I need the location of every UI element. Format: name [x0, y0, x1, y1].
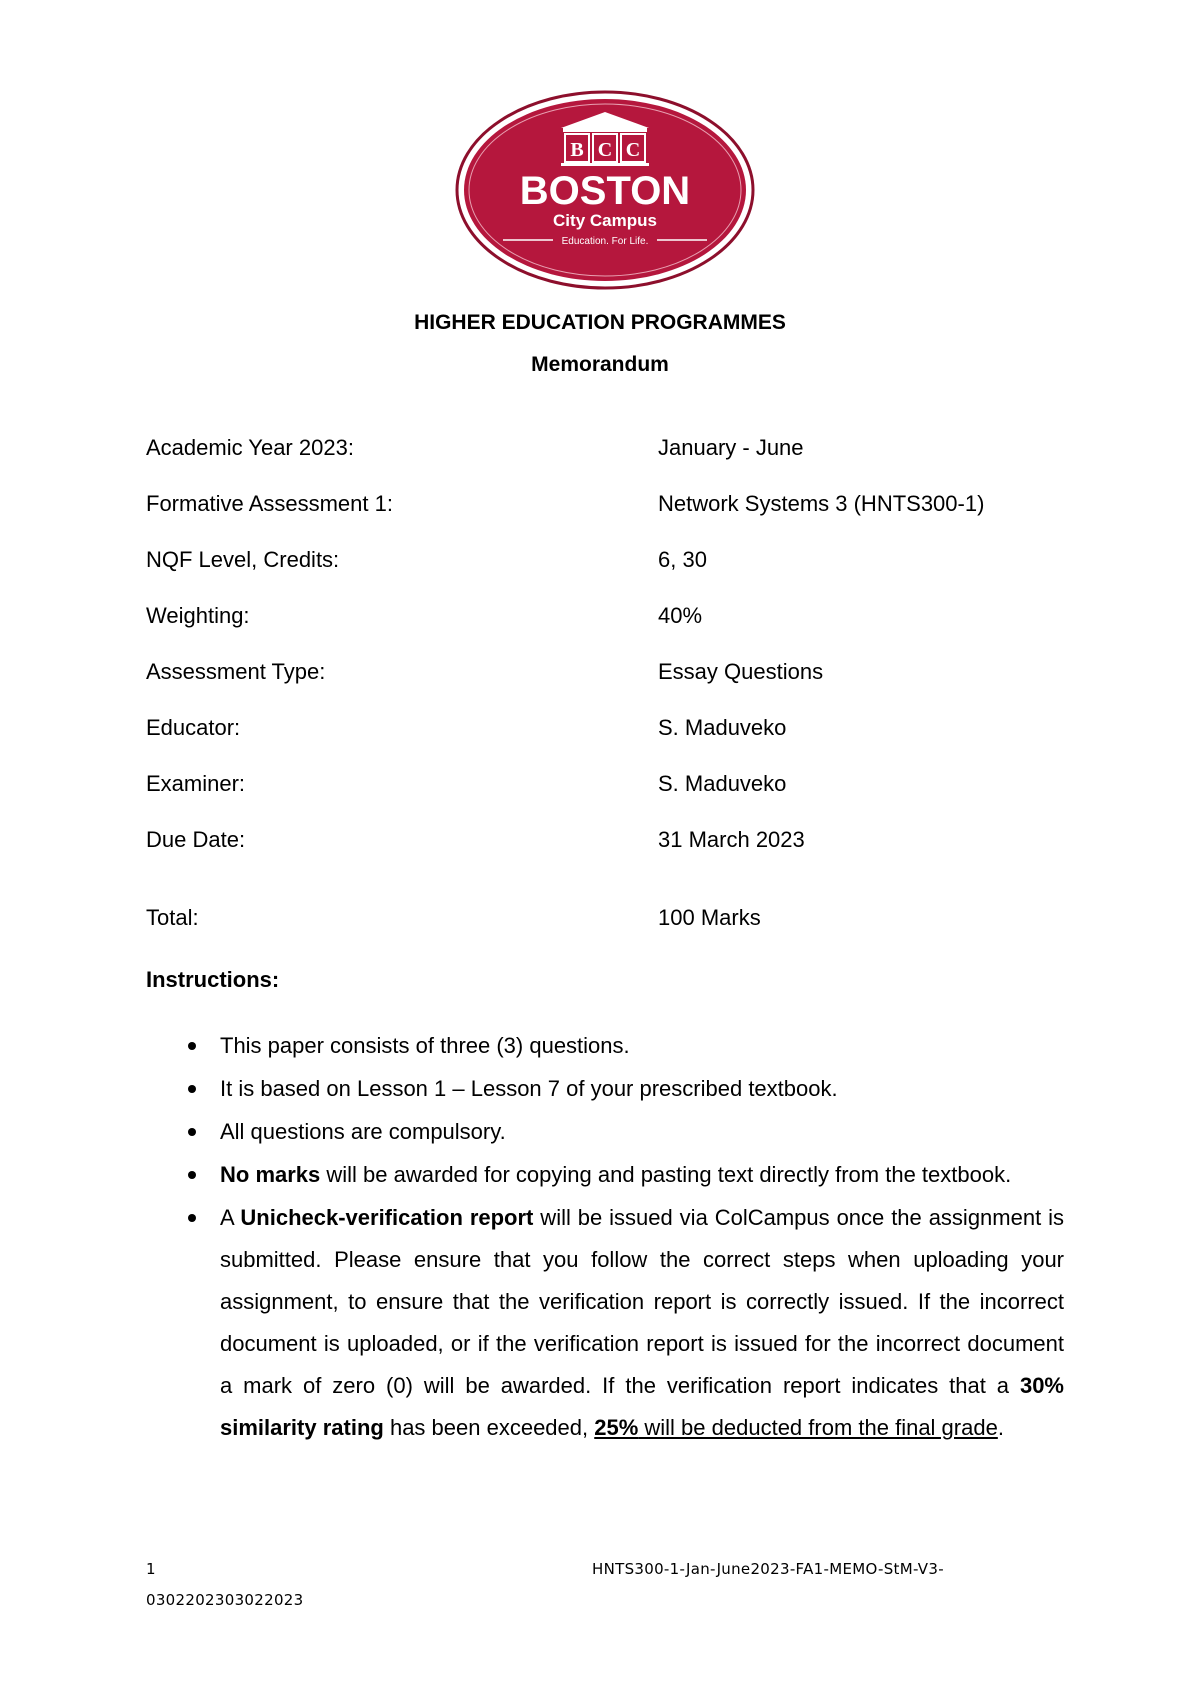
meta-label: Examiner:	[146, 771, 246, 796]
programmes-heading: HIGHER EDUCATION PROGRAMMES	[414, 311, 786, 334]
document-type-heading: Memorandum	[531, 353, 669, 376]
meta-value: 40%	[658, 603, 703, 628]
deduction-percentage: 25%	[594, 1415, 639, 1440]
instruction-text: will be issued via ColCampus once the assignment is submitted. Please ensure that you follow the correct steps when uploading your assignment, to ensure that the verification report is correctly issued. If the incorrect document is uploaded, or if the verification report is issued for the incorrect document a mark of zero (0) will be awarded. If the verification report indicates that a	[220, 1205, 1065, 1398]
meta-row-assessment	[146, 491, 1066, 521]
logo-sub: City Campus	[553, 211, 657, 230]
meta-row-total	[146, 905, 1066, 935]
document-code: HNTS300-1-Jan-June2023-FA1-MEMO-StM-V3-	[592, 1560, 944, 1578]
document-code-continued: 0302202303022023	[146, 1591, 304, 1609]
meta-label: Academic Year 2023:	[146, 435, 354, 460]
meta-label: Weighting:	[146, 603, 250, 628]
instruction-text: This paper consists of three (3) questions.	[220, 1033, 630, 1058]
logo-monogram-c1: C	[597, 139, 613, 161]
meta-value: 6, 30	[658, 547, 707, 572]
instruction-bold-text: 30% similarity rating	[220, 1373, 1064, 1440]
instruction-bold-text: No marks	[220, 1162, 321, 1187]
bullet-icon	[188, 1042, 196, 1050]
meta-value: S. Maduveko	[658, 771, 787, 796]
instruction-text: It is based on Lesson 1 – Lesson 7 of your prescribed textbook.	[220, 1076, 838, 1101]
instruction-text: has been exceeded,	[383, 1415, 595, 1440]
logo-monogram-b: B	[570, 139, 584, 161]
meta-label: Assessment Type:	[146, 659, 326, 684]
logo-tagline: Education. For Life.	[561, 236, 649, 247]
bullet-icon	[188, 1214, 196, 1222]
list-item	[146, 1197, 1064, 1449]
instruction-text: will be awarded for copying and pasting text directly from the textbook.	[320, 1162, 1012, 1187]
list-item	[146, 1154, 1064, 1196]
meta-value: 100 Marks	[658, 905, 761, 930]
list-item	[146, 1068, 1064, 1110]
meta-value: S. Maduveko	[658, 715, 787, 740]
bullet-icon	[188, 1128, 196, 1136]
list-item	[146, 1111, 1064, 1153]
boston-city-campus-logo	[455, 90, 755, 290]
meta-row-examiner	[146, 771, 1066, 801]
meta-label: Formative Assessment 1:	[146, 491, 393, 516]
logo-monogram-c2: C	[625, 139, 641, 161]
meta-value: January - June	[658, 435, 804, 460]
instruction-text: .	[997, 1415, 1004, 1440]
instruction-bold-text: Unicheck-verification report	[240, 1205, 534, 1230]
meta-value: Network Systems 3 (HNTS300-1)	[658, 491, 985, 516]
instructions-heading: Instructions:	[146, 967, 280, 992]
deduction-text: will be deducted from the final grade	[638, 1415, 998, 1440]
meta-label: Due Date:	[146, 827, 246, 852]
instruction-text: All questions are compulsory.	[220, 1119, 506, 1144]
page-number: 1	[146, 1560, 156, 1578]
meta-row-assessment-type	[146, 659, 1066, 689]
meta-row-nqf	[146, 547, 1066, 577]
meta-value: 31 March 2023	[658, 827, 805, 852]
bullet-icon	[188, 1085, 196, 1093]
instruction-text: A	[220, 1205, 241, 1230]
logo-name: BOSTON	[519, 169, 691, 213]
meta-row-weighting	[146, 603, 1066, 633]
instructions-list	[146, 1025, 1064, 1449]
meta-row-educator	[146, 715, 1066, 745]
meta-value: Essay Questions	[658, 659, 824, 684]
meta-row-academic-year	[146, 435, 1066, 465]
meta-row-due-date	[146, 827, 1066, 857]
meta-label: Educator:	[146, 715, 241, 740]
meta-label: NQF Level, Credits:	[146, 547, 340, 572]
list-item	[146, 1025, 1064, 1067]
bullet-icon	[188, 1171, 196, 1179]
meta-label: Total:	[146, 905, 199, 930]
